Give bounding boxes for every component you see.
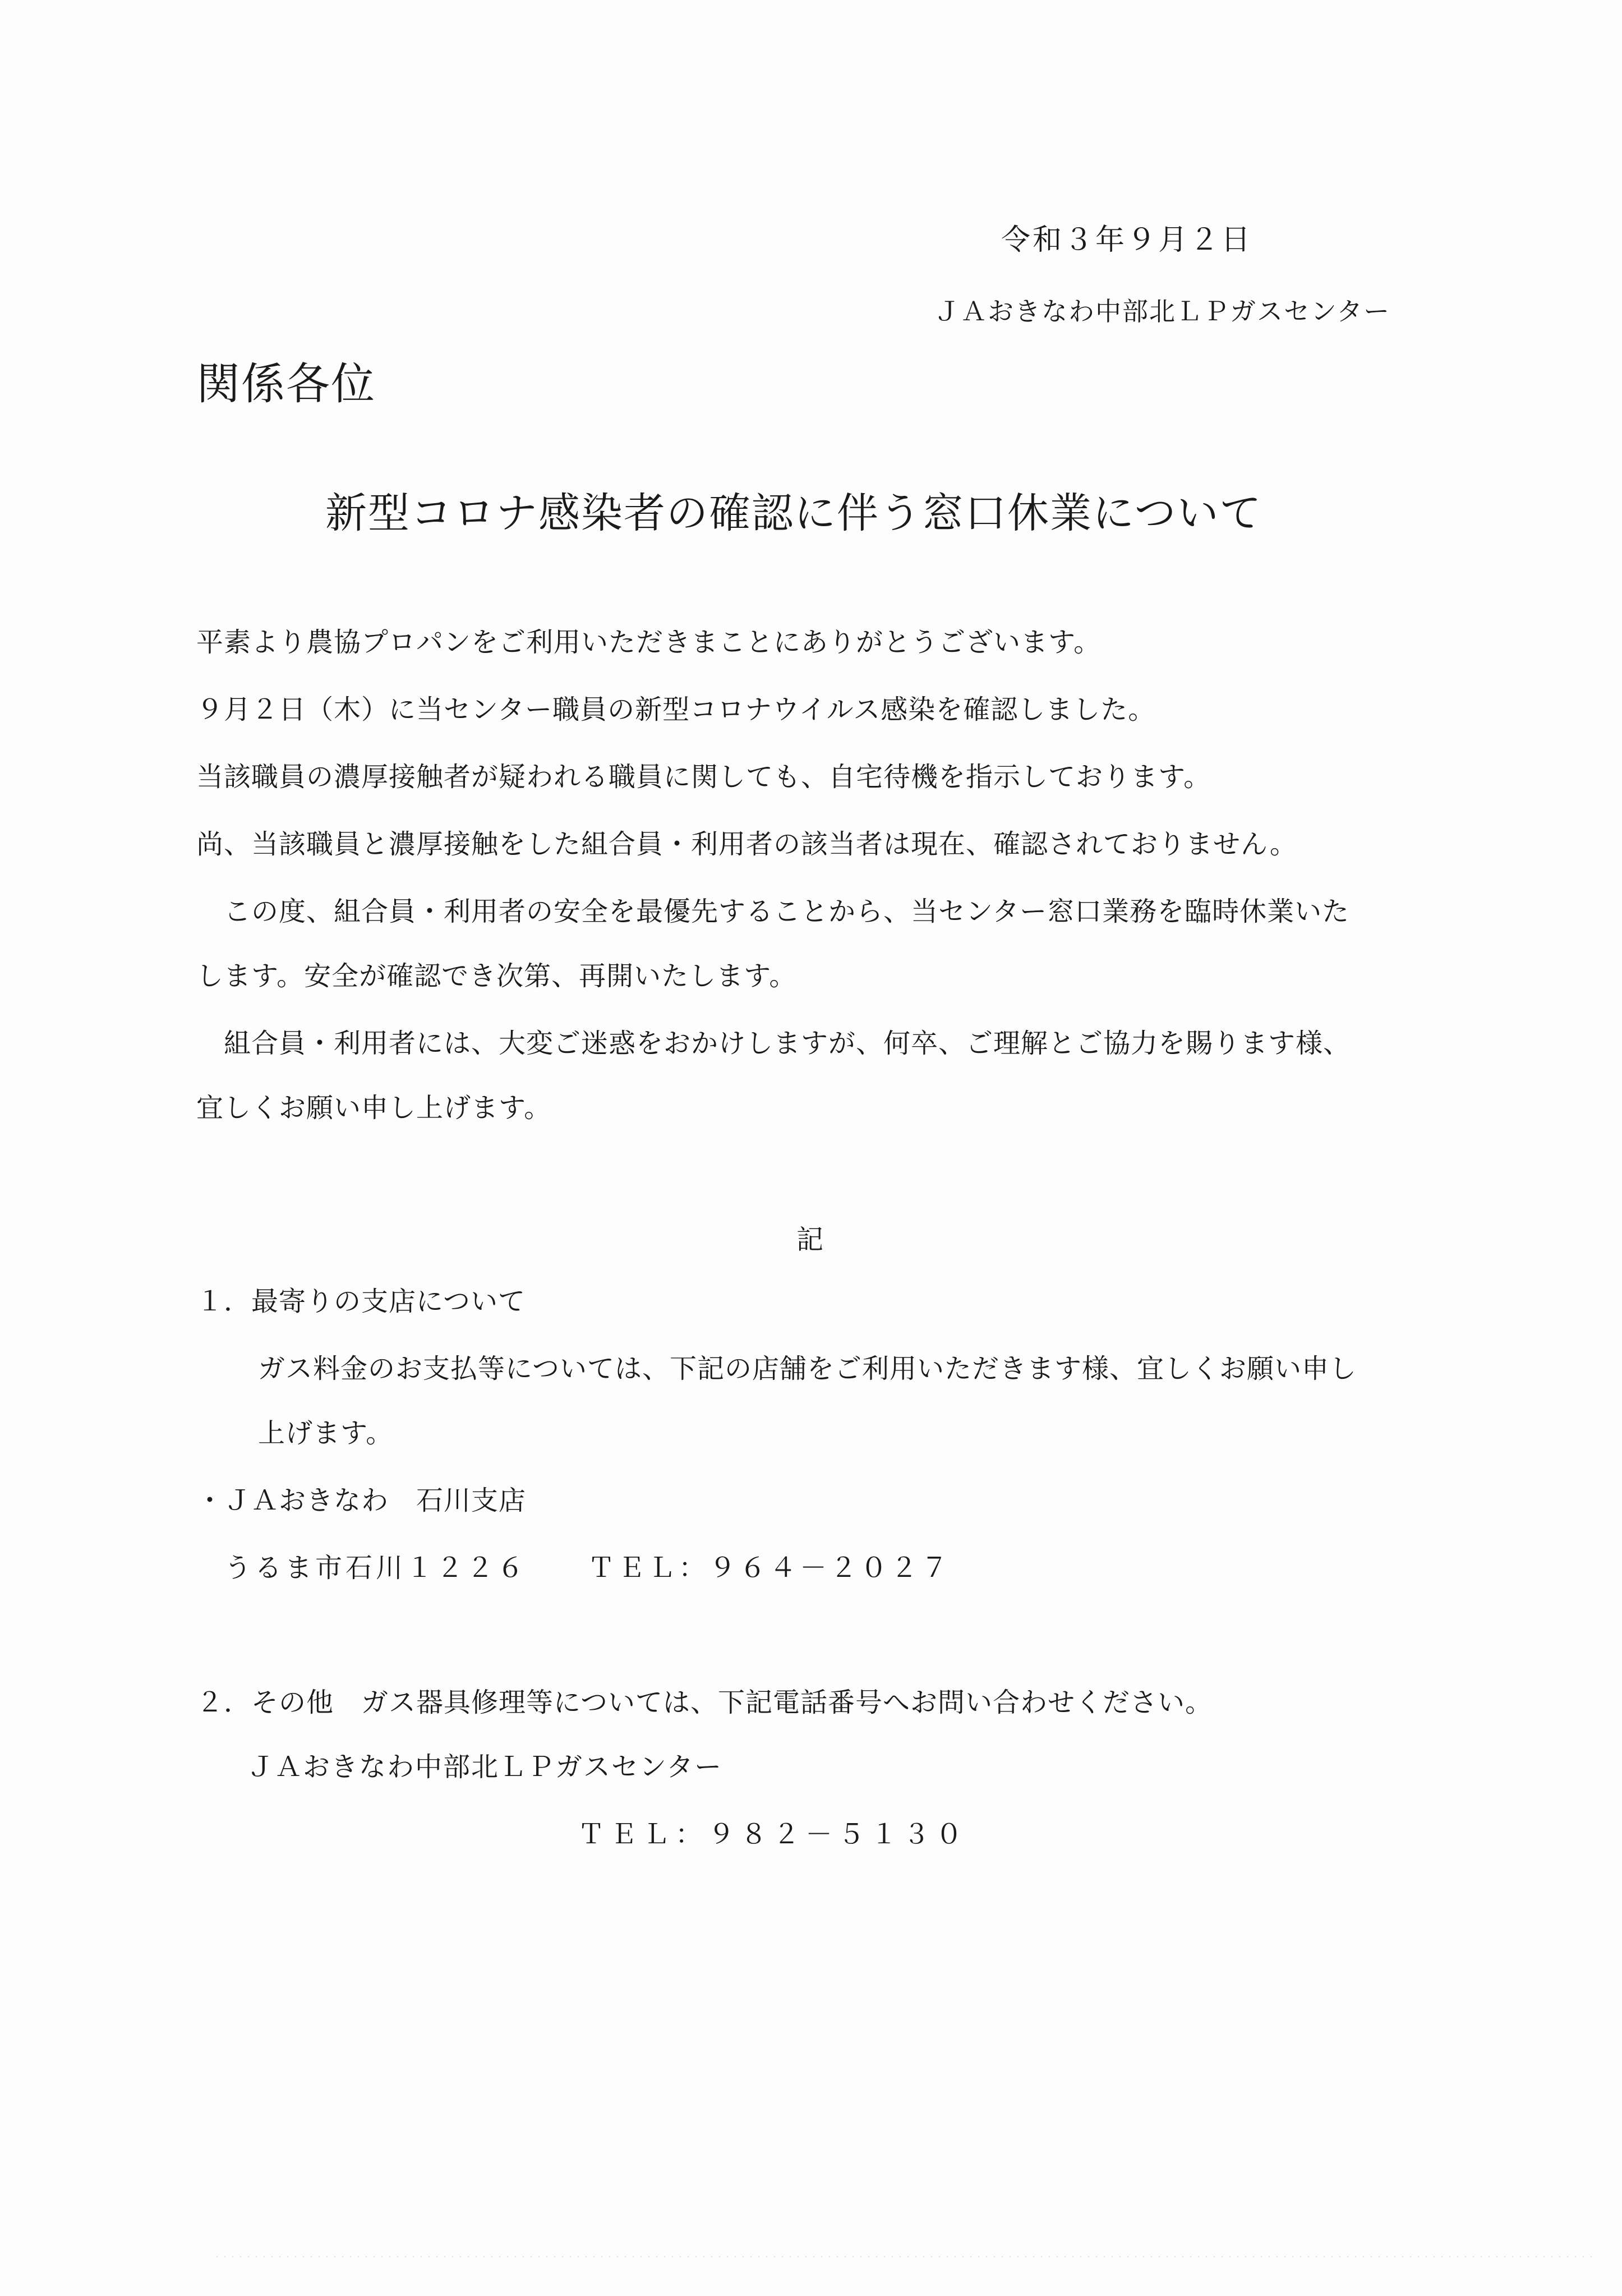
center-tel: ＴＥＬ：９８２－５１３０ [578, 1819, 969, 1850]
scan-artifact-dots [213, 2255, 1593, 2258]
salutation: 関係各位 [196, 359, 376, 409]
body-paragraph-4: 尚、当該職員と濃厚接触をした組合員・利用者の該当者は現在、確認されておりません。 [196, 829, 1297, 860]
body-paragraph-1: 平素より農協プロパンをご利用いただきまことにありがとうございます。 [196, 627, 1102, 658]
branch-address-tel: うるま市石川１２２６ ＴＥＬ：９６４－２０２７ [224, 1552, 952, 1584]
sender-name: ＪＡおきなわ中部北ＬＰガスセンター [934, 296, 1391, 326]
ki-marker: 記 [796, 1224, 824, 1255]
branch-name: ・ＪＡおきなわ 石川支店 [196, 1485, 527, 1516]
body-paragraph-5-line-1: この度、組合員・利用者の安全を最優先することから、当センター窓口業務を臨時休業いた [196, 896, 1350, 927]
body-paragraph-3: 当該職員の濃厚接触者が疑われる職員に関しても、自宅待機を指示しております。 [196, 761, 1211, 793]
section-1-body-line-2: 上げます。 [258, 1418, 394, 1449]
document-date: 令和３年９月２日 [1001, 223, 1253, 257]
section-1-heading: １．最寄りの支店について [196, 1286, 526, 1317]
section-2-heading: ２．その他 ガス器具修理等については、下記電話番号へお問い合わせください。 [196, 1687, 1213, 1718]
body-paragraph-5-line-2: します。安全が確認でき次第、再開いたします。 [196, 960, 797, 992]
body-paragraph-2: ９月２日（木）に当センター職員の新型コロナウイルス感染を確認しました。 [196, 694, 1156, 725]
body-paragraph-6-line-1: 組合員・利用者には、大変ご迷惑をおかけしますが、何卒、ご理解とご協力を賜ります様、 [196, 1028, 1351, 1059]
body-paragraph-6-line-2: 宜しくお願い申し上げます。 [196, 1092, 552, 1124]
center-name: ＪＡおきなわ中部北ＬＰガスセンター [247, 1751, 723, 1783]
section-1-body-line-1: ガス料金のお支払等については、下記の店舗をご利用いただきます様、宜しくお願い申し [258, 1353, 1357, 1384]
document-title: 新型コロナ感染者の確認に伴う窓口休業について [325, 489, 1262, 537]
